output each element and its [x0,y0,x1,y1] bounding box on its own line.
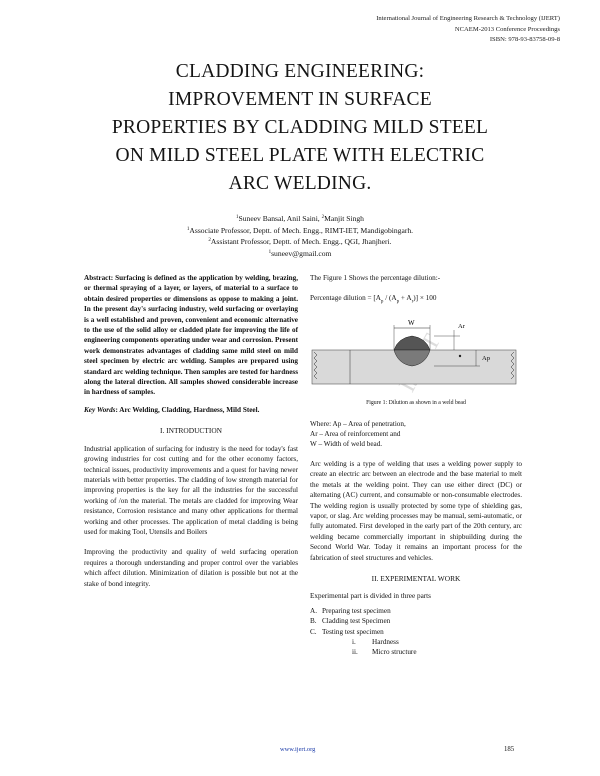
figure-weld-bead [310,316,522,394]
sub-list-item: ii. Micro structure [352,648,417,657]
footer-url[interactable]: www.ijert.org [280,746,316,753]
figure-intro: The Figure 1 Shows the percentage dilution:- [310,274,441,282]
page-number: 185 [504,746,515,753]
paper-title: CLADDING ENGINEERING: IMPROVEMENT IN SURFACE PROPERTIES BY CLADDING MILD STEEL ON MILD STEEL PLATE WITH ELECTRIC ARC WELDING. [111,61,489,194]
experimental-list [310,606,522,658]
reinforcement-area [394,336,430,350]
def-ar: Ar – Area of reinforcement and [310,430,401,439]
author-email: $^1$suneev@gmail.com [268,248,332,258]
affiliation-2: $^2$Assistant Professor, Deptt. of Mech. Engg., QGI, Jhanjheri. [208,237,392,246]
label-ar: Ar [458,323,465,331]
left-column [84,273,298,589]
where-definitions [310,419,522,450]
right-column [310,273,522,658]
keywords: Key Words: Arc Welding, Cladding, Hardness, Mild Steel. [84,405,260,414]
running-header [376,14,560,46]
figure-caption: Figure 1: Dilution as shown in a weld bead [366,400,466,407]
label-w: W [408,319,415,328]
weld-bead-diagram [310,316,522,394]
affiliation-1: $^1$Associate Professor, Deptt. of Mech. Engg., RIMT-IET, Mandigobingarh. [186,225,414,235]
experimental-intro: Experimental part is divided in three parts [310,592,431,601]
label-ap: Ap [482,355,490,363]
def-ap: Where: Ap – Area of penetration, [310,419,406,428]
intro-paragraph-1: Industrial application of surfacing for industry is the need for today's fast growing industries for cost cutting and for the other economy factors, technical issues, productivity improvements and a quest for having newer materials with better properties. The cladding of low strength material for improving properties is the key for all the industries for the successful working of /on the material. The metals are cladded for improving Wear resistance, Corrosion resistance and many other applications for thermal working and other processes. The application of metal cladding is being used for making Tool, Utensils and Boilers [84,444,298,536]
list-item: A. Preparing test specimen [310,606,391,615]
isbn: ISBN: 978-93-83758-09-8 [489,36,560,43]
list-item: C. Testing test specimen [310,627,384,636]
section-heading-introduction: I. INTRODUCTION [160,426,222,436]
author-names: $^1$Suneev Bansal, Anil Saini, $^2$Manjit Singh [236,214,364,223]
journal-name: International Journal of Engineering Research & Technology (IJERT) [376,15,560,22]
author-block [120,213,480,259]
intro-paragraph-2: Improving the productivity and quality of weld surfacing operation requires a thorough understanding and proper control over the variables which affect dilution. Minimization of dilation is possible but not at the stake of bond integrity. [84,548,298,588]
sub-list-item: i. Hardness [352,637,399,646]
proceedings-name: NCAEM-2013 Conference Proceedings [454,25,560,33]
arc-welding-paragraph: Arc welding is a type of welding that uses a welding power supply to create an electric arc between an electrode and the base material to melt the metals at the welding point. They can use either direct (DC) or alternating (AC) current, and consumable or non-consumable electrodes. The welding region is usually protected by some type of shielding gas, vapor, or slag. Arc welding processes may be manual, semi-automatic, or fully automated. First developed in the early part of the 20th century, arc welding became commercially important in shipbuilding during the Second World War. Today it remains an important process for the fabrication of steel structures and vehicles. [310,459,522,562]
dilution-equation: Percentage dilution = $[A_p / (A_p + A_r)] \times 100$ [310,294,437,305]
def-w: W – Width of weld bead. [310,440,383,449]
section-heading-experimental: II. EXPERIMENTAL WORK [371,573,461,583]
list-item: B. Cladding test Specimen [310,617,391,626]
abstract: Abstract: Surfacing is defined as the application by welding, brazing, or thermal spraying of a layer, or layers, of material to a surface to obtain desired properties or dimensions as oppose to making a joint. In the present day's surfacing industry, weld surfacing or overlaying is a well established and proven, convenient and economic alternative to the use of the solid alloy or cladded plate for improving the life of engineering components operating under wear and corrosion. Present work demonstrates advantages of cladding same mild steel on mild steel specimen by electric arc welding. Samples are prepared using standard arc welding technique. Then samples are tested for hardness along the lateral direction. All samples showed considerable increase in hardness of samples. [84,274,298,397]
